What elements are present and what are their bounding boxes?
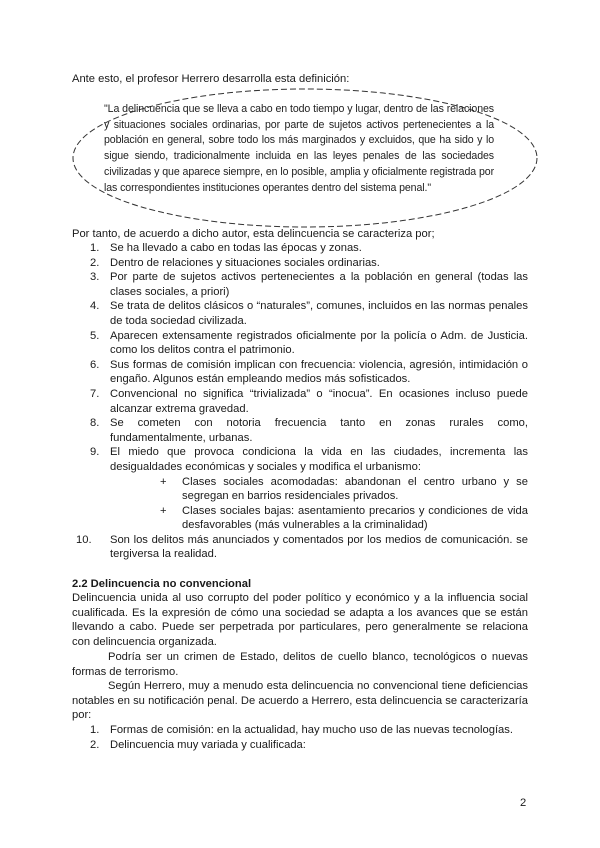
list-number: 3. [90,271,100,284]
list-item [72,256,528,271]
paragraph: Según Herrero, muy a menudo esta delincuencia no convencional tiene deficiencias notables en su notificación penal. De acuerdo a Herrero, esta delincuencia se caracterizaría por: [72,680,528,722]
paragraph: Podría ser un crimen de Estado, delitos de cuello blanco, tecnológicos o nuevas formas de terrorismo. [72,651,528,678]
list-item [72,387,528,416]
list-item [72,241,528,256]
list-item [72,270,528,299]
list-item [72,299,528,328]
list-item-text: Aparecen extensamente registrados oficialmente por la policía o Adm. de Justicia. como los delitos contra el patrimonio. [110,329,528,357]
list-number: 1. [90,242,100,254]
list-item-text: Dentro de relaciones y situaciones sociales ordinarias. [110,256,380,269]
paragraph: Delincuencia unida al uso corrupto del poder político y económico y a la influencia social cualificada. Es la expresión de cómo una sociedad se adapta a los avances que se están llevando a cabo. Puede ser perpetrada por particulares, pero generalmente se relaciona con delincuencia organizada. [72,592,528,648]
sub-list-item-text: Clases sociales bajas: asentamiento precarios y condiciones de vida desfavorables (más vulnerables a la criminalidad) [182,504,528,532]
list-number: 10. [76,533,92,546]
list-item-text: El miedo que provoca condiciona la vida en las ciudades, incrementa las desigualdades económicas y sociales y modifica el urbanismo: [110,446,528,473]
list-item-text: Delincuencia muy variada y cualificada: [110,738,306,751]
list-number: 7. [90,387,100,400]
plus-bullet-icon: + [160,504,167,517]
list-item [72,533,528,562]
sub-list [110,475,528,533]
list-item-text: Se ha llevado a cabo en todas las épocas y zonas. [110,242,362,254]
section-heading: 2.2 Delincuencia no convencional [72,578,252,590]
intro-text: Ante esto, el profesor Herrero desarrolla esta definición: [72,73,350,85]
list-item-text: Se trata de delitos clásicos o “naturales”, comunes, incluidos en las normas penales de toda sociedad civilizada. [110,300,528,327]
list-number: 2. [90,256,100,269]
list-item [72,445,528,533]
characteristics-list [72,241,528,562]
list-item [72,358,528,387]
plus-bullet-icon: + [160,475,167,488]
sub-list-item [152,504,528,533]
quote-text: "La delincuencia que se lleva a cabo en todo tiempo y lugar, dentro de las relaciones y situaciones sociales ordinarias, por parte de sujetos activos pertenecientes a la población en general, sobre todo los más marginados y excluidos, que ha sido y lo sigue siendo, tradicionalmente incluida en las leyes penales de las sociedades civilizadas y que aparece siempre, en lo posible, amplia y oficialmente registrada por las correspondientes instituciones operantes dentro del sistema penal." [104,103,494,194]
list-number: 4. [90,300,100,313]
list-number: 2. [90,738,100,751]
list-item-text: Por parte de sujetos activos pertenecientes a la población en general (todas las clases sociales, a priori) [110,271,528,298]
list-number: 8. [90,417,100,430]
list-item-text: Convencional no significa “trivializada” o “inocua”. En ocasiones incluso puede alcanzar extrema gravedad. [110,387,528,415]
list-item [72,723,528,738]
list-item-text: Se cometen con notoria frecuencia tanto en zonas rurales como, fundamentalmente, urbanas. [110,417,528,444]
sub-list-item-text: Clases sociales acomodadas: abandonan el centro urbano y se segregan en barrios residenciales privados. [182,475,528,503]
characteristics-list-2 [72,723,528,752]
list-number: 6. [90,358,100,371]
list-item-text: Sus formas de comisión implican con frecuencia: violencia, agresión, intimidación o engaño. Algunos están empleando medios más sofisticados. [110,358,528,386]
list-item-text: Son los delitos más anunciados y comentados por los medios de comunicación. se tergiversa la realidad. [110,533,528,561]
list-item-text: Formas de comisión: en la actualidad, hay mucho uso de las nuevas tecnologías. [110,724,513,736]
list-item [72,416,528,445]
list-item [72,329,528,358]
page-number: 2 [520,797,527,809]
list-number: 5. [90,329,100,342]
list-number: 1. [90,724,100,736]
sub-list-item [152,475,528,504]
lead-text: Por tanto, de acuerdo a dicho autor, esta delincuencia se caracteriza por; [72,228,435,240]
list-number: 9. [90,446,100,459]
list-item [72,738,528,753]
